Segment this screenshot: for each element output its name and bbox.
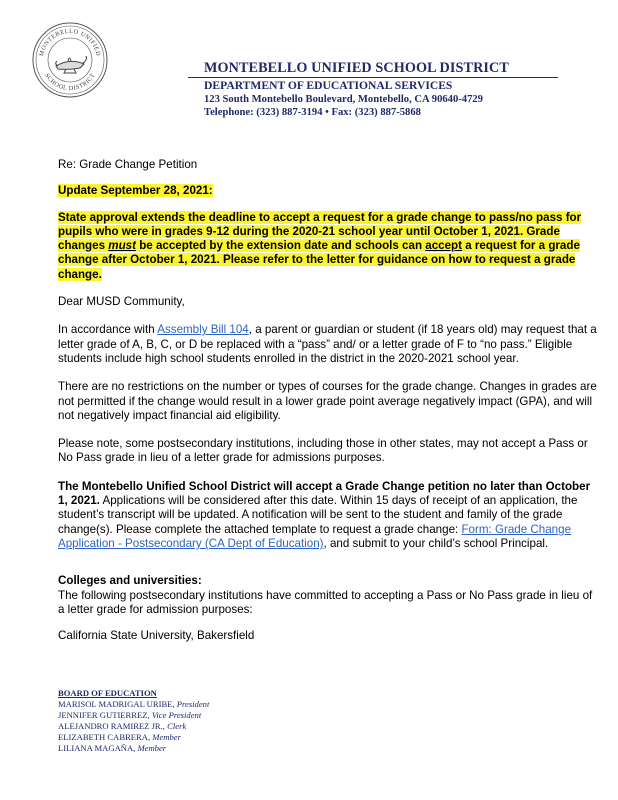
- board-member: ALEJANDRO RAMIREZ JR., Clerk: [58, 721, 187, 731]
- assembly-bill-104-link[interactable]: Assembly Bill 104: [157, 323, 249, 337]
- phone-fax: Telephone: (323) 887-3194 • Fax: (323) 887-5868: [204, 107, 421, 118]
- paragraph-deadline: The Montebello Unified School District will accept a Grade Change petition no later than October 1, 2021. Applications will be considered after this date. Within 15 days of receipt of an application, the student’s transcript will be updated. A notification will be sent to the student and family of the grade change(s). Please complete the attached template to request a grade change: Form: Grade Change Application - Postsecondary (CA Dept of Education), and submit to your child’s school Principal.: [58, 479, 591, 550]
- department-name: DEPARTMENT OF EDUCATIONAL SERVICES: [204, 79, 453, 92]
- paragraph-ab104: In accordance with Assembly Bill 104, a parent or guardian or student (if 18 years old) may request that a letter grade of A, B, C, or D be replaced with a “pass” and/ or a letter grade of F to “no pass.” Eligible students include high school students enrolled in the district in the 2020-2021 school year.: [58, 323, 597, 365]
- must-emphasis: must: [108, 239, 136, 253]
- board-member: JENNIFER GUTIERREZ, Vice President: [58, 710, 202, 720]
- letterhead-divider: [188, 77, 558, 78]
- board-of-education: [58, 688, 209, 754]
- letterhead: [204, 60, 564, 120]
- seal-ring-text-bottom: SCHOOL DISTRICT: [43, 72, 97, 93]
- board-title: BOARD OF EDUCATION: [58, 688, 157, 698]
- board-member: MARISOL MADRIGAL URIBE, President: [58, 699, 210, 709]
- colleges-intro: The following postsecondary institutions have committed to accepting a Pass or No Pass grade in lieu of a letter grade for admission purposes:: [58, 588, 593, 616]
- subject-line: Re: Grade Change Petition: [58, 158, 198, 171]
- board-member: LILIANA MAGAÑA, Member: [58, 743, 167, 753]
- paragraph-restrictions: There are no restrictions on the number or types of courses for the grade change. Changes in grades are not permitted if the change would result in a lower grade point average negatively impact (GPA), and will not negatively impact financial aid eligibility.: [58, 380, 597, 422]
- salutation: Dear MUSD Community,: [58, 295, 185, 309]
- svg-text:MONTEBELLO UNIFIED: [38, 28, 102, 57]
- letter-body: [58, 158, 598, 643]
- accept-emphasis: accept: [425, 239, 462, 253]
- board-member: ELIZABETH CABRERA, Member: [58, 732, 181, 742]
- colleges-heading: Colleges and universities:: [58, 574, 202, 588]
- district-name: MONTEBELLO UNIFIED SCHOOL DISTRICT: [204, 60, 509, 76]
- district-address: 123 South Montebello Boulevard, Montebello, CA 90640-4729: [204, 93, 483, 105]
- seal-ring-text-top: MONTEBELLO UNIFIED: [38, 27, 102, 57]
- grade-change-form-link[interactable]: Form: Grade Change Application - Postsecondary (CA Dept of Education): [58, 522, 572, 550]
- update-notice: State approval extends the deadline to accept a request for a grade change to pass/no pass for pupils who were in grades 9-12 during the 2020-21 school year until October 1, 2021. Grade changes must be accepted by the extension date and schools can accept a request for a grade change after October 1, 2021. Please refer to the letter for guidance on how to request a grade change.: [58, 210, 582, 281]
- college-item: California State University, Bakersfield: [58, 629, 255, 643]
- district-seal-icon: [30, 20, 110, 100]
- update-heading: Update September 28, 2021:: [58, 184, 213, 198]
- lamp-of-learning-icon: [56, 56, 87, 73]
- paragraph-postsecondary-note: Please note, some postsecondary institutions, including those in other states, may not accept a Pass or No Pass grade in lieu of a letter grade for admissions purposes.: [58, 437, 588, 465]
